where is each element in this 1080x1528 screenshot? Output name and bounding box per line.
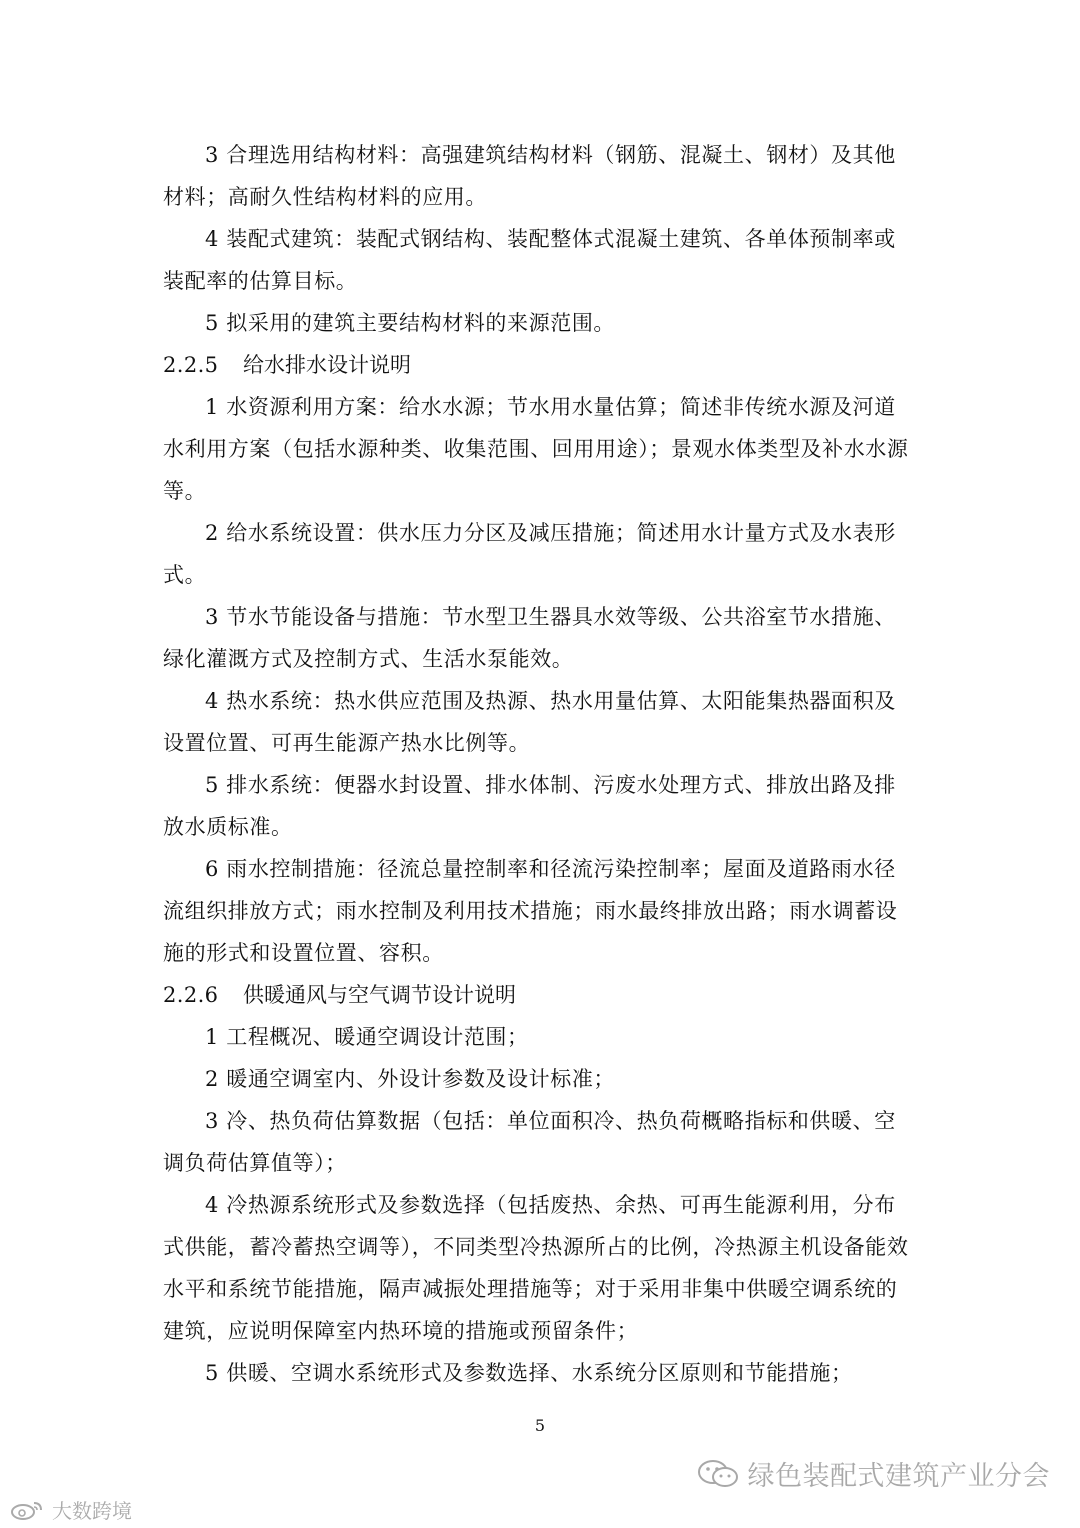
paragraph-material-source: 5 拟采用的建筑主要结构材料的来源范围。: [205, 311, 616, 335]
paragraph-drainage: 5 排水系统：便器水封设置、排水体制、污废水处理方式、排放出路及排放水质标准。: [163, 773, 896, 839]
body-text: [163, 134, 915, 1394]
wechat-icon: [696, 1459, 742, 1489]
section-heading-226: [163, 974, 915, 1016]
section-number: 2.2.5: [163, 353, 219, 377]
watermark-wechat-text: 绿色装配式建筑产业分会: [747, 1461, 1050, 1492]
section-title: 给水排水设计说明: [243, 353, 411, 377]
watermark-weibo: [10, 1495, 132, 1524]
weibo-logo-icon: [10, 1499, 46, 1521]
paragraph-heat-source: 4 冷热源系统形式及参数选择（包括废热、余热、可再生能源利用，分布式供能，蓄冷蓄热空调等），不同类型冷热源所占的比例，冷热源主机设备能效水平和系统节能措施，隔声减振处理措施等；对于采用非集中供暖空调系统的建筑，应说明保障室内热环境的措施或预留条件；: [163, 1193, 909, 1343]
paragraph-water-supply: 2 给水系统设置：供水压力分区及减压措施；简述用水计量方式及水表形式。: [163, 521, 896, 587]
section-number: 2.2.6: [163, 983, 219, 1007]
paragraph-structure-materials: 3 合理选用结构材料：高强建筑结构材料（钢筋、混凝土、钢材）及其他材料；高耐久性结构材料的应用。: [163, 143, 896, 209]
paragraph-water-resources: 1 水资源利用方案：给水水源；节水用水量估算；简述非传统水源及河道水利用方案（包括水源种类、收集范围、回用用途）；景观水体类型及补水水源等。: [163, 395, 909, 503]
section-title: 供暖通风与空气调节设计说明: [243, 983, 516, 1007]
paragraph-water-saving: 3 节水节能设备与措施：节水型卫生器具水效等级、公共浴室节水措施、绿化灌溉方式及控制方式、生活水泵能效。: [163, 605, 896, 671]
watermark-wechat: [696, 1454, 1051, 1493]
paragraph-hvac-overview: 1 工程概况、暖通空调设计范围；: [205, 1025, 529, 1049]
section-heading-225: [163, 344, 915, 386]
paragraph-hvac-params: 2 暖通空调室内、外设计参数及设计标准；: [205, 1067, 616, 1091]
page-number: 5: [534, 1416, 546, 1435]
paragraph-prefab-building: 4 装配式建筑：装配式钢结构、装配整体式混凝土建筑、各单体预制率或装配率的估算目标。: [163, 227, 896, 293]
paragraph-load-estimate: 3 冷、热负荷估算数据（包括：单位面积冷、热负荷概略指标和供暖、空调负荷估算值等）；: [163, 1109, 896, 1175]
paragraph-rainwater: 6 雨水控制措施：径流总量控制率和径流污染控制率；屋面及道路雨水径流组织排放方式；雨水控制及利用技术措施；雨水最终排放出路；雨水调蓄设施的形式和设置位置、容积。: [163, 857, 898, 965]
watermark-weibo-text: 大数跨境: [52, 1499, 132, 1523]
paragraph-hot-water: 4 热水系统：热水供应范围及热源、热水用量估算、太阳能集热器面积及设置位置、可再生能源产热水比例等。: [163, 689, 896, 755]
paragraph-water-system: 5 供暖、空调水系统形式及参数选择、水系统分区原则和节能措施；: [205, 1361, 853, 1385]
